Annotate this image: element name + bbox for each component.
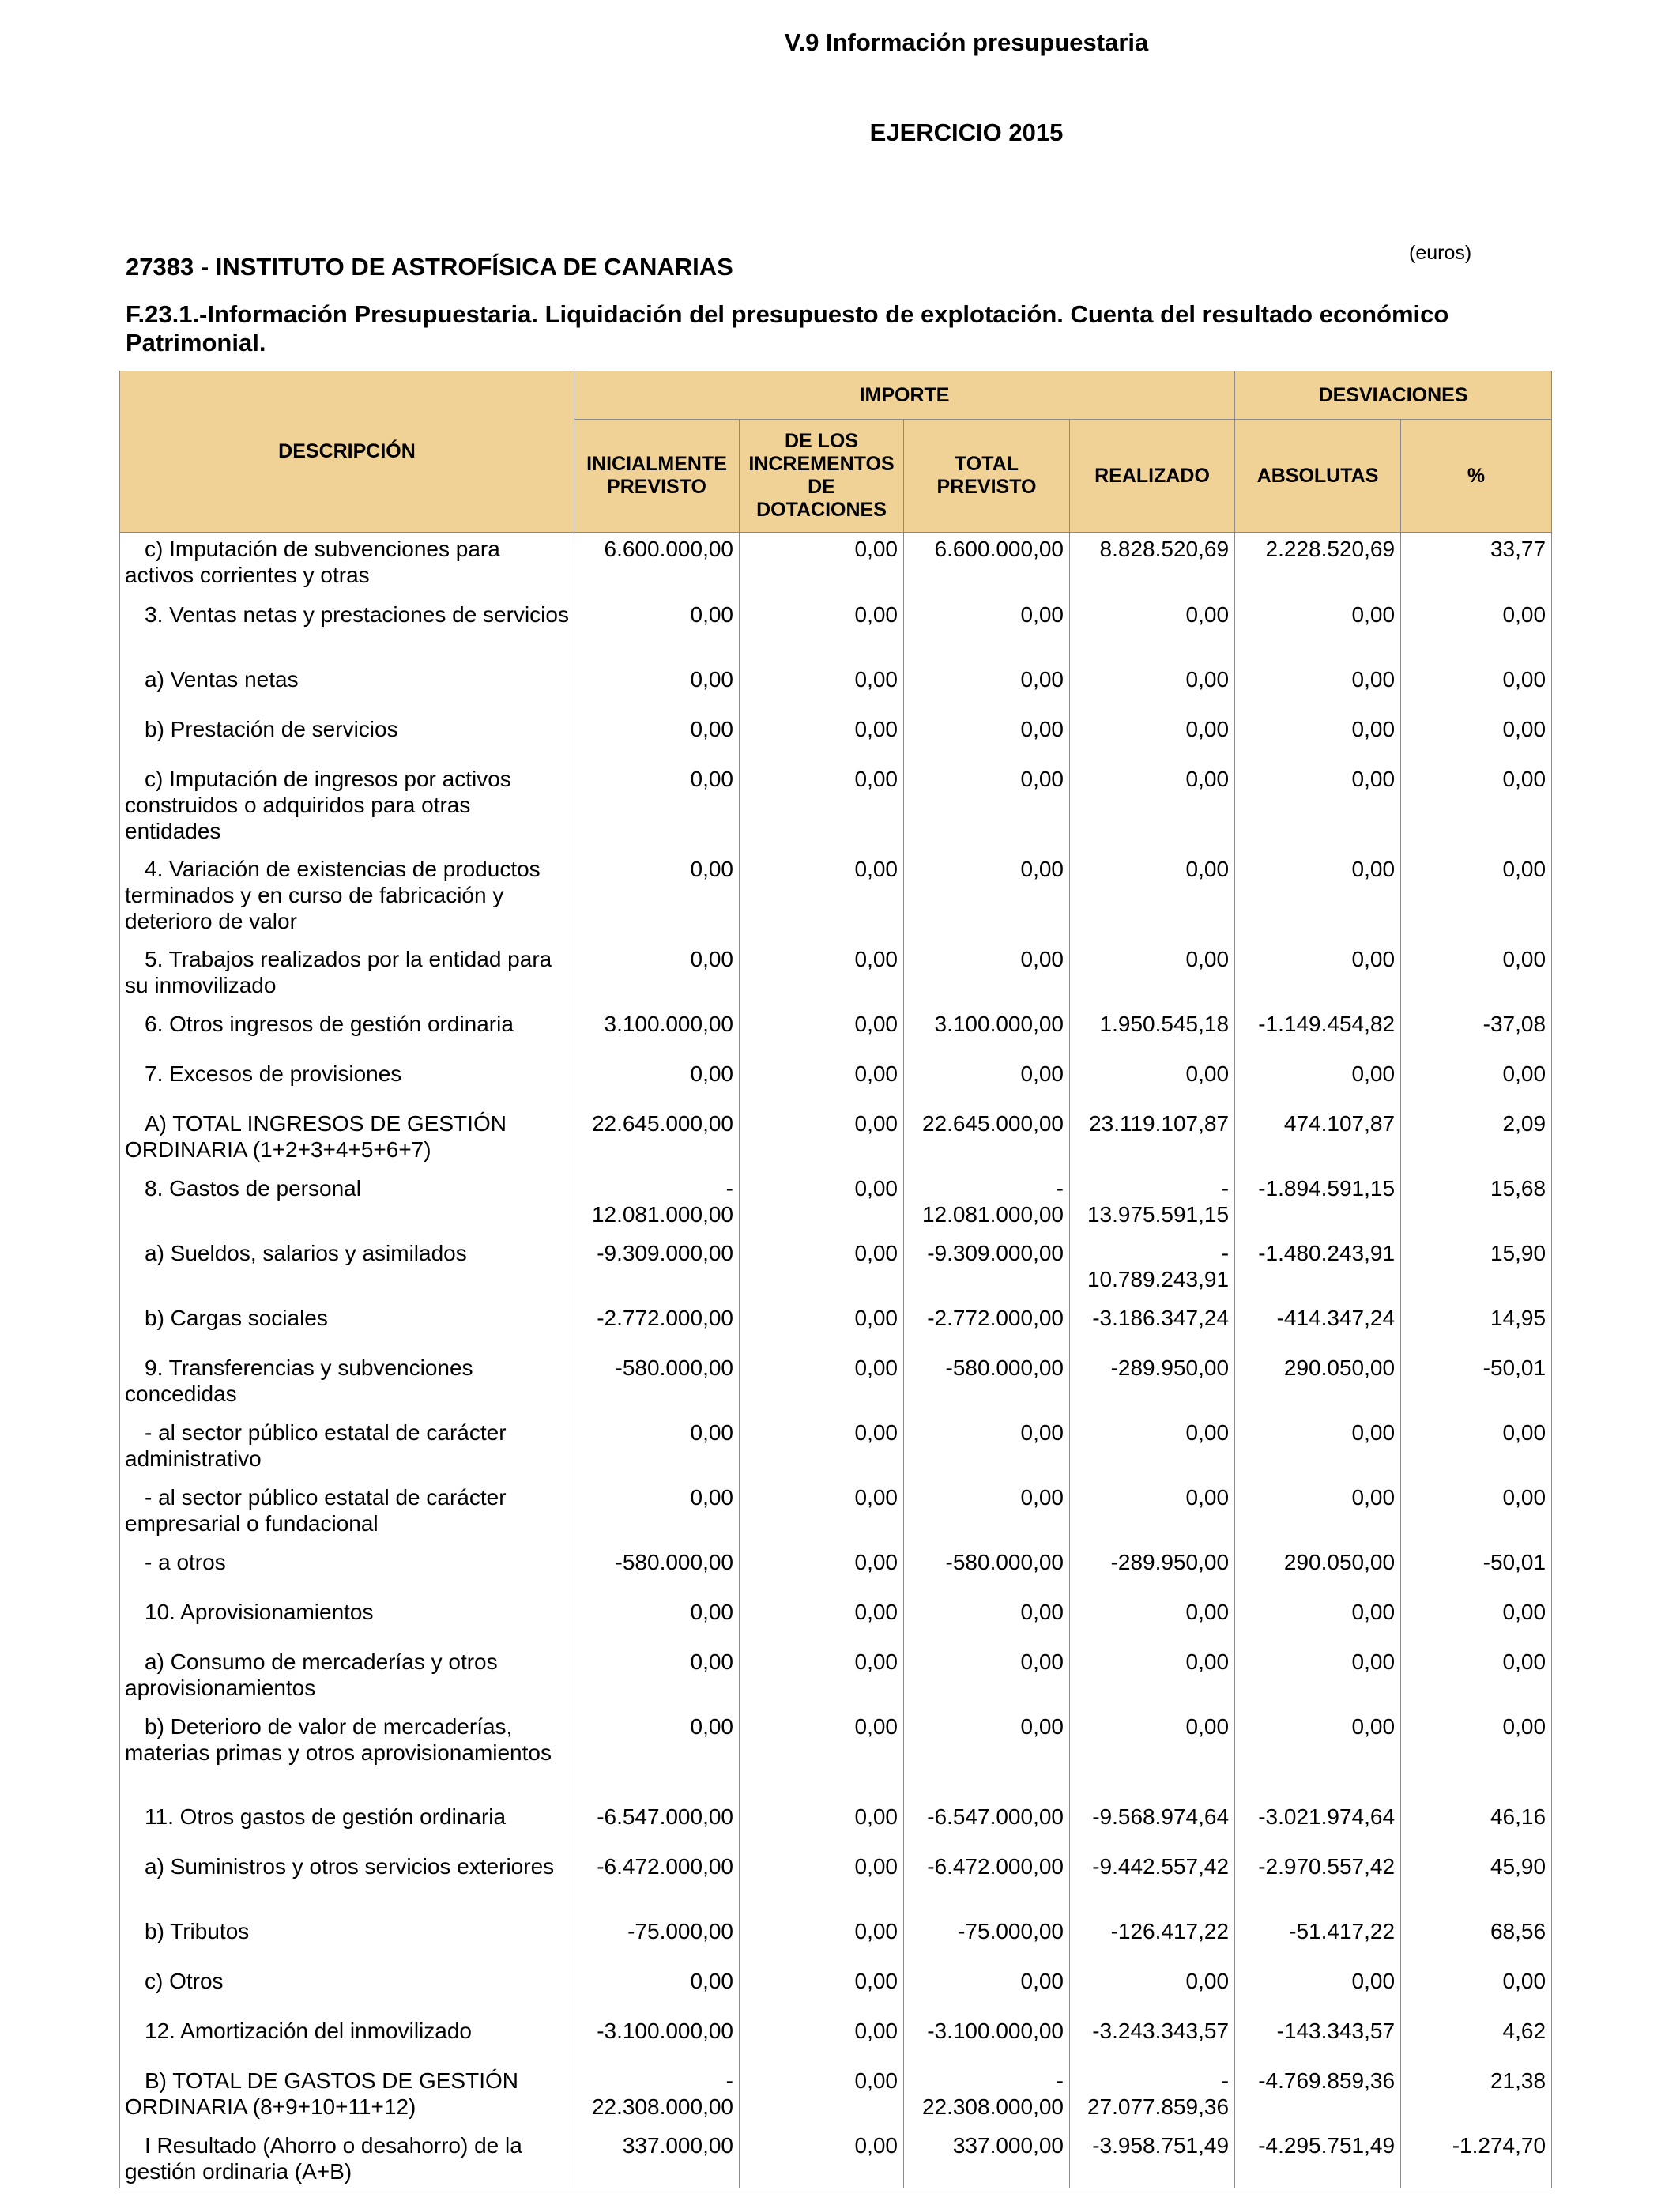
- cell-pct: 15,68: [1401, 1172, 1552, 1237]
- row-description-text: - al sector público estatal de carácter empresarial o fundacional: [125, 1484, 507, 1536]
- cell-pct: 0,00: [1401, 1416, 1552, 1481]
- cell-incrementos: 0,00: [740, 663, 904, 713]
- cell-absolutas: 2.228.520,69: [1235, 533, 1401, 598]
- table-row: [120, 1107, 1552, 1172]
- cell-total: -2.772.000,00: [904, 1302, 1070, 1351]
- cell-pct: 46,16: [1401, 1800, 1552, 1850]
- cell-realizado: 0,00: [1070, 713, 1235, 763]
- cell-incrementos: 0,00: [740, 2064, 904, 2129]
- table-row: [120, 1596, 1552, 1646]
- cell-absolutas: 0,00: [1235, 1965, 1401, 2015]
- cell-total: -9.309.000,00: [904, 1237, 1070, 1302]
- cell-pct: 4,62: [1401, 2015, 1552, 2064]
- cell-absolutas: 474.107,87: [1235, 1107, 1401, 1172]
- cell-incrementos: 0,00: [740, 1107, 904, 1172]
- cell-absolutas: 0,00: [1235, 853, 1401, 943]
- cell-realizado: -3.186.347,24: [1070, 1302, 1235, 1351]
- cell-absolutas: 0,00: [1235, 713, 1401, 763]
- cell-realizado: -3.243.343,57: [1070, 2015, 1235, 2064]
- row-description: [120, 1965, 574, 2015]
- row-description: [120, 763, 574, 853]
- table-row: [120, 1416, 1552, 1481]
- cell-total: 0,00: [904, 1965, 1070, 2015]
- row-description-text: 5. Trabajos realizados por la entidad para su inmovilizado: [125, 946, 552, 997]
- row-description-text: b) Deterioro de valor de mercaderías, materias primas y otros aprovisionamientos: [125, 1713, 552, 1765]
- cell-total: 6.600.000,00: [904, 533, 1070, 598]
- row-description: [120, 663, 574, 713]
- cell-pct: -1.274,70: [1401, 2129, 1552, 2188]
- cell-pct: 14,95: [1401, 1302, 1552, 1351]
- cell-incrementos: 0,00: [740, 853, 904, 943]
- cell-realizado: 0,00: [1070, 1057, 1235, 1107]
- cell-inicial: 0,00: [574, 763, 740, 853]
- col-header-total: TOTAL PREVISTO: [904, 420, 1070, 533]
- cell-pct: 0,00: [1401, 763, 1552, 853]
- row-description: [120, 1237, 574, 1302]
- table-row: [120, 1850, 1552, 1915]
- cell-pct: 68,56: [1401, 1915, 1552, 1965]
- cell-absolutas: -414.347,24: [1235, 1302, 1401, 1351]
- cell-absolutas: -1.480.243,91: [1235, 1237, 1401, 1302]
- col-header-inicial: INICIALMENTE PREVISTO: [574, 420, 740, 533]
- cell-absolutas: 0,00: [1235, 1481, 1401, 1546]
- cell-realizado: 0,00: [1070, 1710, 1235, 1800]
- cell-total: -580.000,00: [904, 1351, 1070, 1416]
- row-description-text: b) Cargas sociales: [145, 1305, 328, 1330]
- cell-absolutas: 0,00: [1235, 1710, 1401, 1800]
- cell-realizado: 0,00: [1070, 1965, 1235, 2015]
- row-description-text: 3. Ventas netas y prestaciones de servicios: [145, 601, 569, 627]
- table-row: [120, 1546, 1552, 1596]
- cell-realizado: 0,00: [1070, 1416, 1235, 1481]
- cell-pct: 33,77: [1401, 533, 1552, 598]
- table-row: [120, 1302, 1552, 1351]
- cell-inicial: 0,00: [574, 1596, 740, 1646]
- cell-incrementos: 0,00: [740, 1416, 904, 1481]
- table-row: [120, 2015, 1552, 2064]
- cell-incrementos: 0,00: [740, 1850, 904, 1915]
- table-row: [120, 1237, 1552, 1302]
- row-description-text: b) Tributos: [145, 1918, 250, 1943]
- row-description-text: A) TOTAL INGRESOS DE GESTIÓN ORDINARIA (1+2+3+4+5+6+7): [125, 1110, 507, 1162]
- cell-incrementos: 0,00: [740, 533, 904, 598]
- cell-incrementos: 0,00: [740, 763, 904, 853]
- row-description: [120, 1915, 574, 1965]
- cell-realizado: 0,00: [1070, 853, 1235, 943]
- cell-inicial: -3.100.000,00: [574, 2015, 740, 2064]
- entity-title: 27383 - INSTITUTO DE ASTROFÍSICA DE CANARIAS: [126, 253, 733, 281]
- row-description-text: 6. Otros ingresos de gestión ordinaria: [145, 1011, 514, 1036]
- cell-absolutas: -4.769.859,36: [1235, 2064, 1401, 2129]
- cell-total: - 22.308.000,00: [904, 2064, 1070, 2129]
- cell-realizado: 0,00: [1070, 1596, 1235, 1646]
- row-description-text: 11. Otros gastos de gestión ordinaria: [145, 1804, 507, 1829]
- row-description-text: a) Ventas netas: [145, 666, 299, 692]
- table-header: [120, 371, 1552, 533]
- row-description: [120, 1710, 574, 1800]
- cell-inicial: 0,00: [574, 713, 740, 763]
- report-subtitle: F.23.1.-Información Presupuestaria. Liquidación del presupuesto de explotación. Cuenta del resultado económico Patrimonial.: [126, 300, 1449, 356]
- cell-inicial: 0,00: [574, 1416, 740, 1481]
- cell-pct: 0,00: [1401, 598, 1552, 663]
- cell-total: 0,00: [904, 1646, 1070, 1710]
- row-description-text: c) Otros: [145, 1968, 224, 1993]
- cell-absolutas: 0,00: [1235, 663, 1401, 713]
- row-description: [120, 1351, 574, 1416]
- row-description: [120, 853, 574, 943]
- cell-realizado: -289.950,00: [1070, 1351, 1235, 1416]
- cell-inicial: 22.645.000,00: [574, 1107, 740, 1172]
- cell-total: 0,00: [904, 1416, 1070, 1481]
- cell-incrementos: 0,00: [740, 1546, 904, 1596]
- row-description: [120, 1416, 574, 1481]
- col-header-pct: %: [1401, 420, 1552, 533]
- cell-incrementos: 0,00: [740, 713, 904, 763]
- cell-absolutas: 0,00: [1235, 1057, 1401, 1107]
- cell-inicial: -9.309.000,00: [574, 1237, 740, 1302]
- cell-pct: 0,00: [1401, 1596, 1552, 1646]
- cell-incrementos: 0,00: [740, 1596, 904, 1646]
- cell-incrementos: 0,00: [740, 1646, 904, 1710]
- table-row: [120, 1172, 1552, 1237]
- cell-absolutas: -3.021.974,64: [1235, 1800, 1401, 1850]
- cell-total: 0,00: [904, 663, 1070, 713]
- table-row: [120, 663, 1552, 713]
- cell-inicial: 0,00: [574, 853, 740, 943]
- cell-pct: 0,00: [1401, 1481, 1552, 1546]
- cell-inicial: 0,00: [574, 1646, 740, 1710]
- group-header-importe: IMPORTE: [574, 371, 1235, 420]
- cell-incrementos: 0,00: [740, 1915, 904, 1965]
- section-title: V.9 Información presupuestaria: [784, 28, 1149, 56]
- row-description-text: 9. Transferencias y subvenciones concedidas: [125, 1355, 473, 1406]
- cell-inicial: -580.000,00: [574, 1351, 740, 1416]
- cell-total: 0,00: [904, 1710, 1070, 1800]
- cell-absolutas: 0,00: [1235, 1596, 1401, 1646]
- cell-total: 337.000,00: [904, 2129, 1070, 2188]
- table-row: [120, 1710, 1552, 1800]
- cell-total: 0,00: [904, 598, 1070, 663]
- table-row: [120, 2064, 1552, 2129]
- cell-realizado: 23.119.107,87: [1070, 1107, 1235, 1172]
- cell-total: -6.547.000,00: [904, 1800, 1070, 1850]
- cell-inicial: -75.000,00: [574, 1915, 740, 1965]
- cell-pct: -37,08: [1401, 1008, 1552, 1057]
- cell-total: -580.000,00: [904, 1546, 1070, 1596]
- cell-incrementos: 0,00: [740, 1800, 904, 1850]
- cell-pct: 45,90: [1401, 1850, 1552, 1915]
- cell-incrementos: 0,00: [740, 943, 904, 1008]
- table-row: [120, 1481, 1552, 1546]
- cell-incrementos: 0,00: [740, 1237, 904, 1302]
- row-description: [120, 1850, 574, 1915]
- cell-incrementos: 0,00: [740, 1172, 904, 1237]
- cell-absolutas: 0,00: [1235, 598, 1401, 663]
- table-row: [120, 1351, 1552, 1416]
- row-description-text: c) Imputación de ingresos por activos construidos o adquiridos para otras entidades: [125, 766, 511, 843]
- cell-incrementos: 0,00: [740, 2015, 904, 2064]
- cell-realizado: 0,00: [1070, 763, 1235, 853]
- row-description: [120, 598, 574, 663]
- row-description-text: - al sector público estatal de carácter administrativo: [125, 1419, 507, 1471]
- cell-absolutas: 0,00: [1235, 763, 1401, 853]
- table-row: [120, 1057, 1552, 1107]
- row-description-text: I Resultado (Ahorro o desahorro) de la gestión ordinaria (A+B): [125, 2132, 522, 2184]
- cell-total: 0,00: [904, 943, 1070, 1008]
- cell-pct: -50,01: [1401, 1546, 1552, 1596]
- cell-realizado: -9.442.557,42: [1070, 1850, 1235, 1915]
- cell-inicial: -6.472.000,00: [574, 1850, 740, 1915]
- cell-realizado: - 27.077.859,36: [1070, 2064, 1235, 2129]
- cell-absolutas: 290.050,00: [1235, 1546, 1401, 1596]
- cell-inicial: - 22.308.000,00: [574, 2064, 740, 2129]
- table-row: [120, 1915, 1552, 1965]
- row-description: [120, 1596, 574, 1646]
- cell-total: 22.645.000,00: [904, 1107, 1070, 1172]
- cell-pct: 0,00: [1401, 1646, 1552, 1710]
- row-description-text: - a otros: [145, 1549, 226, 1574]
- cell-pct: 0,00: [1401, 1057, 1552, 1107]
- cell-pct: 2,09: [1401, 1107, 1552, 1172]
- row-description: [120, 2064, 574, 2129]
- cell-total: 0,00: [904, 1057, 1070, 1107]
- cell-pct: 0,00: [1401, 943, 1552, 1008]
- cell-realizado: 0,00: [1070, 1481, 1235, 1546]
- cell-incrementos: 0,00: [740, 1481, 904, 1546]
- cell-inicial: -6.547.000,00: [574, 1800, 740, 1850]
- cell-inicial: 0,00: [574, 1057, 740, 1107]
- cell-total: 0,00: [904, 853, 1070, 943]
- cell-absolutas: 0,00: [1235, 1646, 1401, 1710]
- row-description: [120, 1107, 574, 1172]
- cell-incrementos: 0,00: [740, 598, 904, 663]
- cell-incrementos: 0,00: [740, 1008, 904, 1057]
- cell-realizado: 0,00: [1070, 1646, 1235, 1710]
- cell-absolutas: -1.149.454,82: [1235, 1008, 1401, 1057]
- row-description-text: B) TOTAL DE GASTOS DE GESTIÓN ORDINARIA (8+9+10+11+12): [125, 2068, 518, 2119]
- row-description: [120, 1800, 574, 1850]
- cell-realizado: 1.950.545,18: [1070, 1008, 1235, 1057]
- cell-realizado: - 13.975.591,15: [1070, 1172, 1235, 1237]
- cell-absolutas: -1.894.591,15: [1235, 1172, 1401, 1237]
- cell-inicial: 337.000,00: [574, 2129, 740, 2188]
- row-description: [120, 533, 574, 598]
- table-row: [120, 1800, 1552, 1850]
- cell-inicial: 0,00: [574, 943, 740, 1008]
- table-row: [120, 763, 1552, 853]
- table-row: [120, 853, 1552, 943]
- cell-inicial: -580.000,00: [574, 1546, 740, 1596]
- cell-incrementos: 0,00: [740, 1302, 904, 1351]
- cell-pct: 0,00: [1401, 853, 1552, 943]
- cell-pct: 15,90: [1401, 1237, 1552, 1302]
- units-label: (euros): [1409, 242, 1472, 264]
- cell-pct: 0,00: [1401, 1710, 1552, 1800]
- cell-absolutas: 0,00: [1235, 943, 1401, 1008]
- cell-realizado: 8.828.520,69: [1070, 533, 1235, 598]
- table-row: [120, 1965, 1552, 2015]
- col-header-descripcion: DESCRIPCIÓN: [120, 371, 574, 533]
- table-row: [120, 2129, 1552, 2188]
- cell-pct: 21,38: [1401, 2064, 1552, 2129]
- cell-absolutas: -4.295.751,49: [1235, 2129, 1401, 2188]
- table-row: [120, 943, 1552, 1008]
- row-description-text: 8. Gastos de personal: [145, 1175, 361, 1201]
- fiscal-year-title: EJERCICIO 2015: [869, 119, 1064, 146]
- cell-inicial: 0,00: [574, 1710, 740, 1800]
- cell-incrementos: 0,00: [740, 1057, 904, 1107]
- cell-absolutas: 0,00: [1235, 1416, 1401, 1481]
- row-description-text: a) Sueldos, salarios y asimilados: [145, 1240, 467, 1265]
- cell-total: 0,00: [904, 763, 1070, 853]
- cell-inicial: 0,00: [574, 1965, 740, 2015]
- table-row: [120, 1008, 1552, 1057]
- cell-total: 0,00: [904, 1481, 1070, 1546]
- cell-inicial: - 12.081.000,00: [574, 1172, 740, 1237]
- row-description-text: 4. Variación de existencias de productos terminados y en curso de fabricación y deterioro de valor: [125, 856, 541, 933]
- cell-absolutas: -51.417,22: [1235, 1915, 1401, 1965]
- row-description: [120, 2015, 574, 2064]
- cell-inicial: -2.772.000,00: [574, 1302, 740, 1351]
- row-description: [120, 713, 574, 763]
- cell-absolutas: -143.343,57: [1235, 2015, 1401, 2064]
- cell-incrementos: 0,00: [740, 1351, 904, 1416]
- cell-realizado: -3.958.751,49: [1070, 2129, 1235, 2188]
- cell-total: -3.100.000,00: [904, 2015, 1070, 2064]
- cell-incrementos: 0,00: [740, 1710, 904, 1800]
- row-description: [120, 1481, 574, 1546]
- row-description-text: a) Consumo de mercaderías y otros aprovisionamientos: [125, 1649, 498, 1700]
- cell-realizado: -9.568.974,64: [1070, 1800, 1235, 1850]
- row-description-text: 7. Excesos de provisiones: [145, 1061, 402, 1086]
- table-row: [120, 1646, 1552, 1710]
- cell-inicial: 6.600.000,00: [574, 533, 740, 598]
- row-description: [120, 943, 574, 1008]
- cell-inicial: 0,00: [574, 663, 740, 713]
- table-body: [120, 533, 1552, 2188]
- cell-realizado: - 10.789.243,91: [1070, 1237, 1235, 1302]
- cell-total: 0,00: [904, 713, 1070, 763]
- row-description-text: 10. Aprovisionamientos: [145, 1599, 374, 1624]
- cell-realizado: 0,00: [1070, 598, 1235, 663]
- cell-pct: 0,00: [1401, 713, 1552, 763]
- table-row: [120, 598, 1552, 663]
- cell-total: -6.472.000,00: [904, 1850, 1070, 1915]
- cell-absolutas: -2.970.557,42: [1235, 1850, 1401, 1915]
- cell-pct: 0,00: [1401, 1965, 1552, 2015]
- row-description-text: a) Suministros y otros servicios exteriores: [145, 1853, 555, 1879]
- cell-realizado: -289.950,00: [1070, 1546, 1235, 1596]
- row-description-text: 12. Amortización del inmovilizado: [145, 2018, 472, 2043]
- cell-realizado: 0,00: [1070, 663, 1235, 713]
- row-description: [120, 2129, 574, 2188]
- row-description: [120, 1008, 574, 1057]
- row-description: [120, 1172, 574, 1237]
- col-header-incrementos: DE LOS INCREMENTOS DE DOTACIONES: [740, 420, 904, 533]
- cell-total: 3.100.000,00: [904, 1008, 1070, 1057]
- col-header-absolutas: ABSOLUTAS: [1235, 420, 1401, 533]
- cell-incrementos: 0,00: [740, 2129, 904, 2188]
- table-row: [120, 713, 1552, 763]
- cell-inicial: 0,00: [574, 1481, 740, 1546]
- cell-pct: -50,01: [1401, 1351, 1552, 1416]
- cell-inicial: 0,00: [574, 598, 740, 663]
- cell-realizado: -126.417,22: [1070, 1915, 1235, 1965]
- cell-total: -75.000,00: [904, 1915, 1070, 1965]
- cell-inicial: 3.100.000,00: [574, 1008, 740, 1057]
- cell-incrementos: 0,00: [740, 1965, 904, 2015]
- cell-total: 0,00: [904, 1596, 1070, 1646]
- col-header-realizado: REALIZADO: [1070, 420, 1235, 533]
- cell-pct: 0,00: [1401, 663, 1552, 713]
- row-description: [120, 1546, 574, 1596]
- row-description: [120, 1646, 574, 1710]
- row-description: [120, 1057, 574, 1107]
- cell-realizado: 0,00: [1070, 943, 1235, 1008]
- group-header-desviaciones: DESVIACIONES: [1235, 371, 1552, 420]
- row-description-text: c) Imputación de subvenciones para activos corrientes y otras: [125, 537, 500, 587]
- cell-total: - 12.081.000,00: [904, 1172, 1070, 1237]
- table-row: [120, 533, 1552, 598]
- budget-table: [119, 371, 1552, 2188]
- cell-absolutas: 290.050,00: [1235, 1351, 1401, 1416]
- row-description: [120, 1302, 574, 1351]
- row-description-text: b) Prestación de servicios: [145, 716, 398, 741]
